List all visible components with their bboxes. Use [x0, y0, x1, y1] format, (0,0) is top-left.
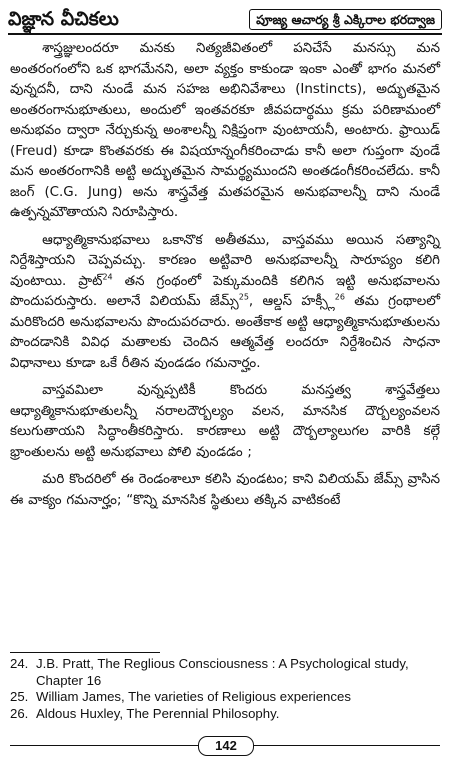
- author-name: పూజ్య ఆచార్య శ్రీ ఎక్కిరాల భరద్వాజ: [249, 9, 442, 30]
- paragraph-text: తన గ్రంథంలో పెక్కుమందికి కలిగిన ఇట్టి అనుభవాలను పొందుపరుస్తారు. అలానే విలియమ్ జేమ్స్: [10, 273, 440, 309]
- paragraph-text: తమ గ్రంథాలలో మరికొందరి అనుభవాలను పొందుపరచారు. అంతేకాక అట్టి ఆధ్యాత్మికానుభూతులను పొందడానికి వివిధ మతాలకు చెందిన ఆత్మవేత్త లందరూ నిర్దేశించిన సాధనా విధానాలు కూడా ఒకే రీతిన వుండడం గమనార్హం.: [10, 294, 440, 371]
- footnote-marker: 25: [238, 292, 249, 302]
- running-header: [8, 6, 442, 32]
- page-number-footer: [0, 736, 450, 756]
- footnote-rule: [10, 652, 160, 653]
- body-text: [10, 39, 440, 518]
- footnote-text: William James, The varieties of Religious experiences: [36, 689, 351, 704]
- footnote-number: 25.: [10, 689, 29, 704]
- paragraph: [10, 470, 440, 511]
- paragraph-text: ఆధ్యాత్మికానుభవాలు ఒకానొక అతీతము, వాస్తవము అయిన సత్యాన్ని నిర్దేశిస్తాయని చెప్పవచ్చు. కారణం అట్టివారి అనుభవాలన్నీ సారూప్యం కలిగి వుంటాయి. ప్రాట్: [10, 232, 440, 289]
- footnote: [10, 656, 440, 689]
- footnote-number: 26.: [10, 705, 29, 721]
- footnote-text: J.B. Pratt, The Reglious Consciousness : A Psychological study, Chapter 16: [36, 656, 409, 688]
- header-rule: [8, 33, 442, 35]
- paragraph: [10, 231, 440, 375]
- paragraph-text: శాస్త్రజ్ఞులందరూ మనకు నిత్యజీవితంలో పనిచేసే మనస్సు మన అంతరంగంలోని ఒక భాగమేనని, అలా వ్యక్తం కాకుండా ఇంకా ఎంతో భాగం మనలో వున్నదనీ, దాని నుండే మన సహజ అభినివేశాలు (Instincts), అద్భుతమైన అంతరంగానుభూతులు, అందులో ఇంతవరకూ జీవపదార్థము క్రమ పరిణామంలో అనుభవం ద్వారా నేర్చుకున్న అంశాలన్నీ నిక్షిప్తంగా వుంటాయనీ, అంటారు. ఫ్రాయిడ్ (Freud) కూడా కొంతవరకు ఈ విషయాన్నంగీకరించాడు కానీ అలా గుప్తంగా వుండే మన అంతరంగానికి అట్టి అద్భుతమైన సామర్థ్యముందని అంతడంగీకరించలేదు. కానీ జంగ్ (C.G. Jung) అను శాస్త్రవేత్త మతపరమైన అనుభవాలన్నీ దాని నుండే ఉత్పన్నమౌతాయని నిరూపిస్తారు.: [10, 41, 440, 220]
- book-title: విజ్ఞాన వీచికలు: [8, 8, 119, 30]
- footnote: [10, 689, 440, 706]
- paragraph-text: , ఆల్డస్ హక్స్లీ: [248, 294, 335, 309]
- page-number: 142: [198, 736, 254, 756]
- footnote-marker: 26: [334, 292, 345, 302]
- footnote: [10, 706, 440, 723]
- paragraph: [10, 39, 440, 224]
- paragraph: [10, 381, 440, 463]
- footnotes: [10, 656, 440, 722]
- paragraph-text: మరి కొందరిలో ఈ రెండంశాలూ కలిసి వుండటం; కాని విలియమ్ జేమ్స్ వ్రాసిన ఈ వాక్యం గమనార్హం; “కొన్ని మానసిక స్థితులు తక్కిన వాటికంటే: [10, 472, 440, 508]
- footnote-number: 24.: [10, 656, 29, 671]
- paragraph-text: వాస్తవమిలా వున్నప్పటికీ కొందరు మనస్తత్వ శాస్త్రవేత్తలు ఆధ్యాత్మికానుభూతులన్నీ నరాలదౌర్బల్యం వలన, మానసిక దౌర్బల్యంవలన కలుగుతాయని సిద్ధాంతీకరిస్తారు. కారణాలు అట్టి దౌర్బల్యాలుగల వారికి కల్గే భ్రాంతులను అట్టి అనుభవాలు పోలి వుండడం ;: [10, 383, 440, 460]
- footnote-text: Aldous Huxley, The Perennial Philosophy.: [36, 705, 280, 721]
- footnote-marker: 24: [102, 272, 113, 282]
